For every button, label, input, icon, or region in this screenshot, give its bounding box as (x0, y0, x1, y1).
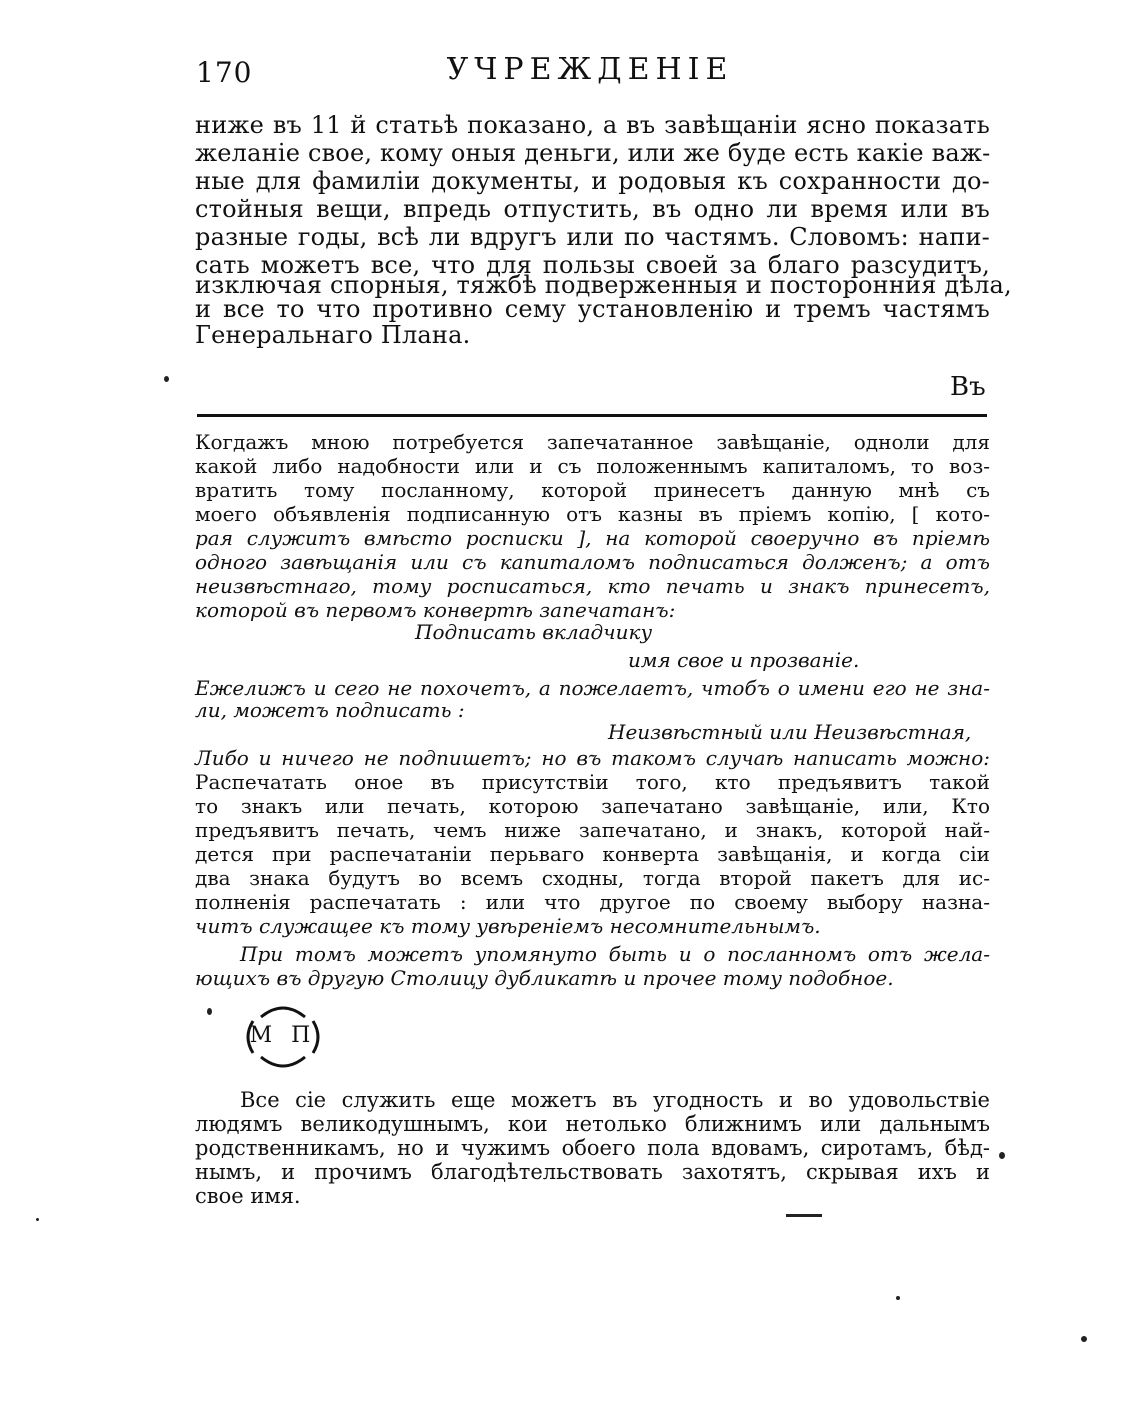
closing-line: людямъ великодушнымъ, кои нетолько ближнимъ или дальнымъ (195, 1112, 990, 1136)
note-line: вратить тому посланному, которой принесетъ данную мнѣ съ (195, 478, 990, 502)
signature-instruction: Подписать вкладчику (415, 620, 653, 644)
note-line: дется при распечатаніи перьваго конверта завѣщанія, и когда сіи (195, 842, 990, 866)
body-line: Генеральнаго Плана. (195, 321, 471, 349)
note-line: Либо и ничего не подпишетъ; но въ такомъ случаѣ написать можно: (195, 746, 990, 770)
ink-speck (896, 1296, 900, 1300)
seal-mark (243, 1003, 323, 1071)
closing-line: Все сіе служить еще можетъ въ угодность и во удовольствіе (240, 1088, 990, 1112)
signature-instruction: Неизвѣстный или Неизвѣстная, (608, 720, 972, 744)
body-line: и все то что противно сему установленію и тремъ частямъ (195, 295, 990, 323)
note-line: Когдажъ мною потребуется запечатанное завѣщаніе, одноли для (195, 430, 990, 454)
note-line: два знака будутъ во всемъ сходны, тогда второй пакетъ для ис- (195, 866, 990, 890)
note-line: Распечатать оное въ присутствіи того, кто предъявитъ такой (195, 770, 990, 794)
note-line: предъявитъ печать, чемъ ниже запечатано, и знакъ, которой най- (195, 818, 990, 842)
body-line: изключая спорныя, тяжбѣ подверженныя и посторонния дѣла, (195, 271, 1012, 299)
note-line: то знакъ или печать, которою запечатано завѣщаніе, или, Кто (195, 794, 990, 818)
note-line: ли, можетъ подписать : (195, 698, 465, 722)
body-line: сать можетъ все, что для пользы своей за благо разсудитъ, (195, 251, 990, 279)
seal-label: М П (249, 1023, 317, 1048)
body-line: ниже въ 11 й статьѣ показано, а въ завѣщаніи ясно показать (195, 111, 990, 139)
note-line: одного завѣщанія или съ капиталомъ подписаться долженъ; а отъ (195, 550, 990, 574)
body-line: желаніе свое, кому оныя деньги, или же буде есть какіе важ- (195, 139, 991, 167)
note-line: Ежелижъ и сего не похочетъ, а пожелаетъ, чтобъ о имени его не зна- (195, 676, 990, 700)
body-line: стойныя вещи, впредь отпустить, въ одно ли время или въ (195, 195, 990, 223)
note-line: ющихъ въ другую Столицу дубликатѣ и прочее тому подобное. (195, 966, 894, 990)
ink-speck (999, 1152, 1005, 1159)
note-line: какой либо надобности или и съ положеннымъ капиталомъ, то воз- (195, 454, 990, 478)
signature-instruction: имя свое и прозваніе. (628, 648, 860, 672)
closing-line: нымъ, и прочимъ благодѣтельствовать захотятъ, скрывая ихъ и (195, 1160, 990, 1184)
ink-speck (36, 1218, 39, 1221)
body-line: ные для фамиліи документы, и родовыя къ сохранности до- (195, 167, 990, 195)
note-line: моего объявленія подписанную отъ казны въ пріемъ копію, [ кото- (195, 502, 990, 526)
page-number: 170 (196, 56, 253, 89)
body-line: разные годы, всѣ ли вдругъ или по частямъ. Словомъ: напи- (195, 223, 990, 251)
note-line: читъ служащее къ тому увѣреніемъ несомнительнымъ. (195, 914, 821, 938)
note-line: которой въ первомъ конвертѣ запечатанъ: (195, 598, 676, 622)
note-line: полненія распечатать : или что другое по своему выбору назна- (195, 890, 990, 914)
ink-mark (786, 1214, 822, 1217)
ink-speck (1081, 1336, 1087, 1342)
closing-line: свое имя. (195, 1184, 301, 1208)
running-title: УЧРЕЖДЕНІЕ (446, 52, 734, 87)
note-line: неизвѣстнаго, тому росписаться, кто печать и знакъ принесетъ, (195, 574, 990, 598)
ink-speck (207, 1008, 212, 1015)
ink-speck (164, 376, 169, 382)
catchword: Въ (950, 372, 986, 402)
note-line: При томъ можетъ упомянуто быть и о посланномъ отъ жела- (240, 942, 990, 966)
note-line: рая служитъ вмѣсто росписки ], на которой своеручно въ пріемѣ (195, 526, 990, 550)
closing-line: родственникамъ, но и чужимъ обоего пола вдовамъ, сиротамъ, бѣд- (195, 1136, 990, 1160)
footnote-rule (197, 414, 987, 417)
